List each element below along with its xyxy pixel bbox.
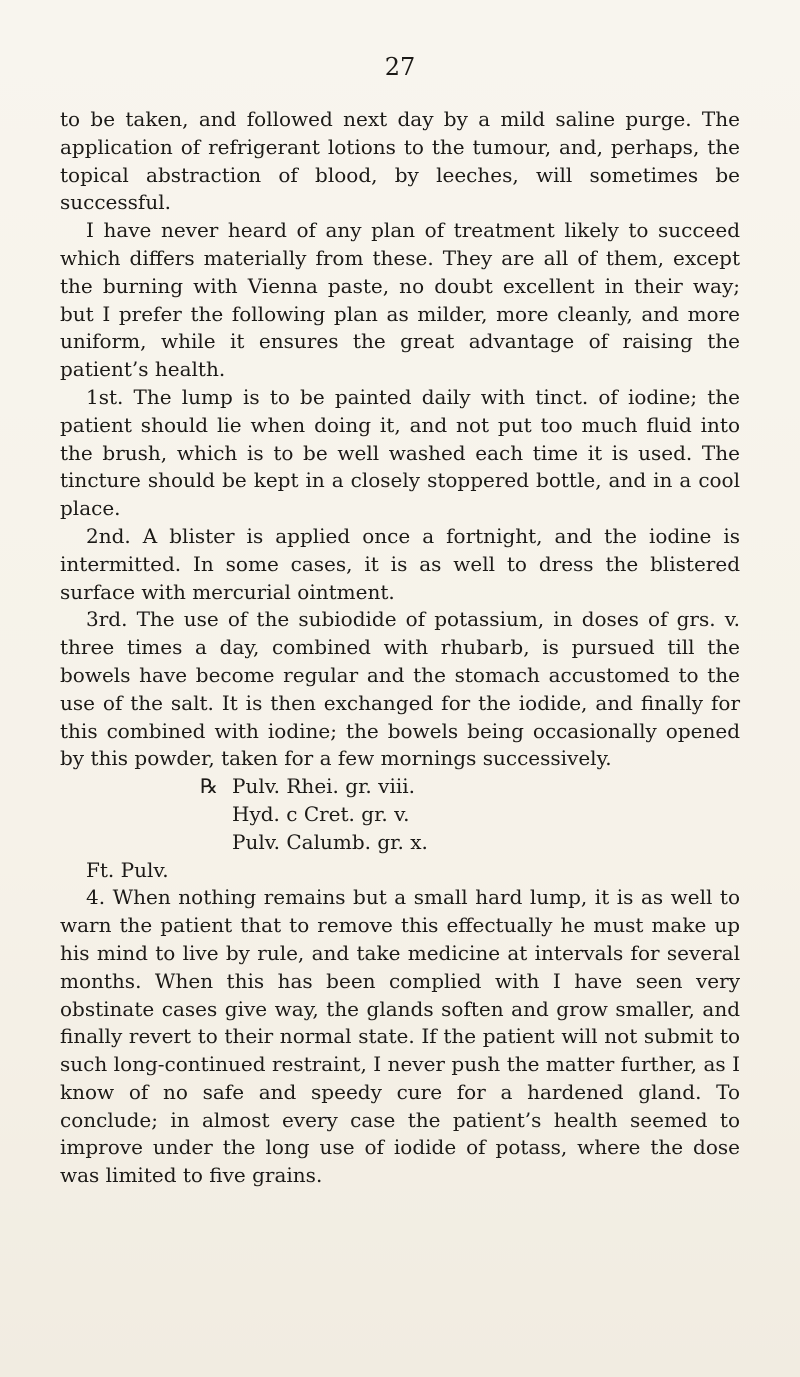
paragraph-step-3: 3rd. The use of the subiodide of potassium, in doses of grs. v. three times a day, combined with rhubarb, is pursued till the bowels have become regular and the stomach accustomed to the use of the salt. It is then exchanged for the iodide, and finally for this combined with iodine; the bowels being occasionally opened by this powder, taken for a few mornings successively. [60, 607, 740, 771]
prescription-line-1 [60, 773, 740, 801]
prescription-ingredient: Pulv. Rhei. gr. viii. [232, 774, 415, 799]
paragraph-continuation: to be taken, and followed next day by a mild saline purge. The application of refrigerant lotions to the tumour, and, perhaps, the topical abstraction of blood, by leeches, will sometimes be successful. [60, 107, 740, 215]
paragraph-step-1: 1st. The lump is to be painted daily with tinct. of iodine; the patient should lie when doing it, and not put too much fluid into the brush, which is to be well washed each time it is used. The tincture should be kept in a closely stoppered bottle, and in a cool place. [60, 384, 740, 521]
paragraph-step-2: 2nd. A blister is applied once a fortnight, and the iodine is intermitted. In some cases, it is as well to dress the blistered surface with mercurial ointment. [60, 523, 740, 604]
prescription [60, 773, 740, 884]
prescription-ingredient: Pulv. Calumb. gr. x. [232, 829, 428, 854]
paragraph-treatment-plan: I have never heard of any plan of treatment likely to succeed which differs materially from these. They are all of them, except the burning with Vienna paste, no doubt excellent in their way; but I prefer the following plan as milder, more cleanly, and more uniform, while it ensures the great advantage of raising the patient’s health. [60, 218, 740, 382]
prescription-footer: Ft. Pulv. [86, 857, 169, 882]
paragraph-step-4: 4. When nothing remains but a small hard lump, it is as well to warn the patient that to remove this effectually he must make up his mind to live by rule, and take medicine at intervals for several months. When this has been complied with I have seen very obstinate cases give way, the glands soften and grow smaller, and finally revert to their normal state. If the patient will not submit to such long-continued restraint, I never push the matter further, as I know of no safe and speedy cure for a hardened gland. To conclude; in almost every case the patient’s health seemed to improve under the long use of iodide of potass, where the dose was limited to five grains. [60, 885, 740, 1188]
page-number: 27 [384, 53, 416, 81]
recipe-symbol-icon: ℞ [200, 774, 218, 799]
prescription-ingredient: Hyd. c Cret. gr. v. [232, 801, 410, 826]
